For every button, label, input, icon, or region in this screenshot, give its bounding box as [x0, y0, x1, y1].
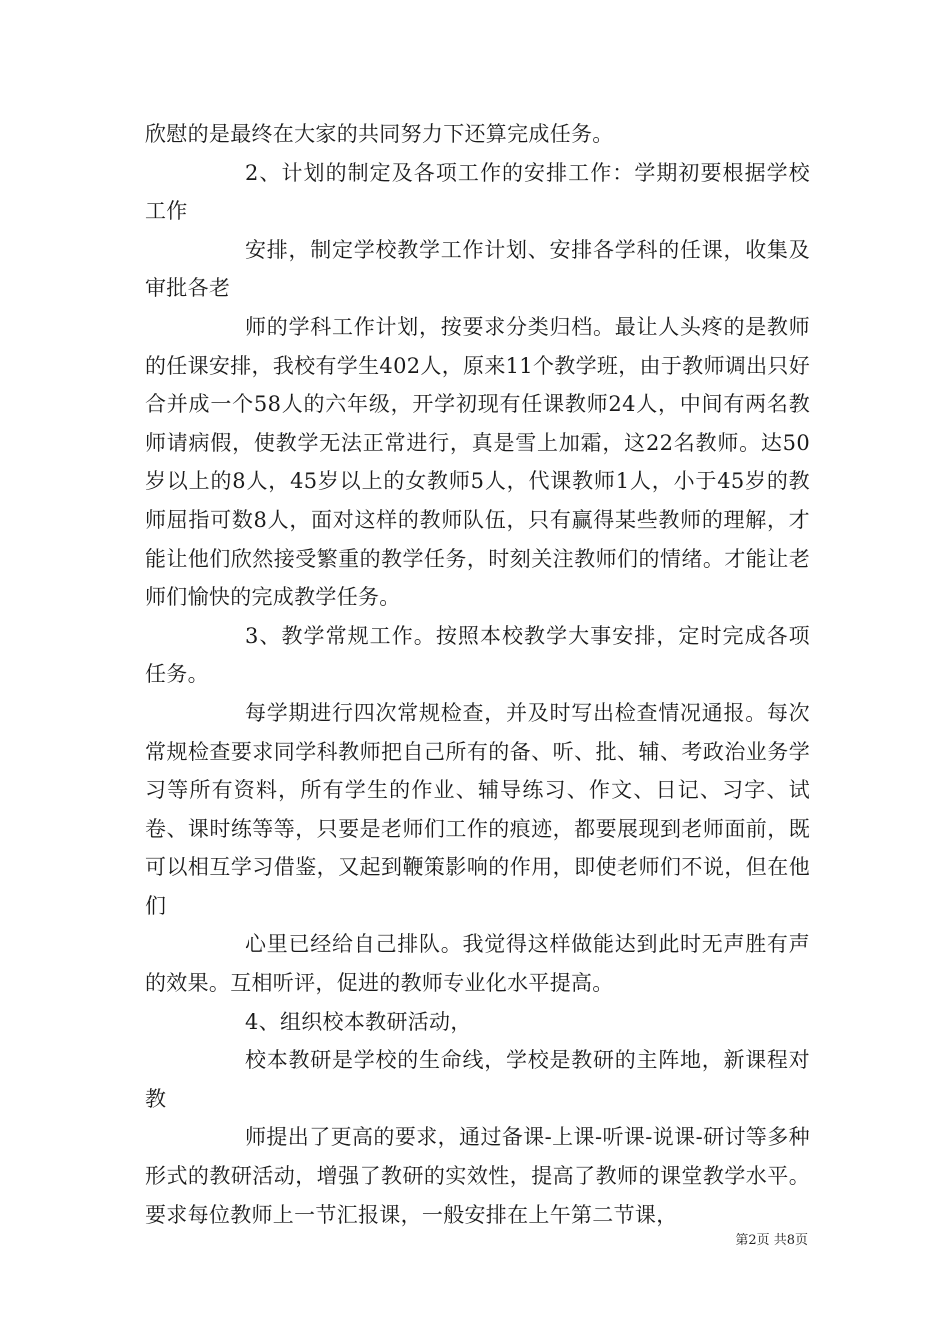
paragraph-7: 心里已经给自己排队。我觉得这样做能达到此时无声胜有声的效果。互相听评，促进的教师专业化水平提高。 [145, 932, 810, 996]
paragraph-9: 校本教研是学校的生命线，学校是教研的主阵地，新课程对教 [145, 1048, 810, 1111]
paragraph-10: 师提出了更高的要求，通过备课-上课-听课-说课-研讨等多种形式的教研活动，增强了教研的实效性，提高了教师的课堂教学水平。要求每位教师上一节汇报课，一般安排在上午第二节课， [145, 1125, 810, 1227]
document-body [145, 115, 810, 1234]
paragraph-6: 每学期进行四次常规检查，并及时写出检查情况通报。每次常规检查要求同学科教师把自己所有的备、听、批、辅、考政治业务学习等所有资料，所有学生的作业、辅导练习、作文、日记、习字、试卷、课时练等等，只要是老师们工作的痕迹，都要展现到老师面前，既可以相互学习借鉴，又起到鞭策影响的作用，即使老师们不说，但在他们 [145, 700, 810, 918]
paragraph-5: 3、教学常规工作。按照本校教学大事安排，定时完成各项任务。 [145, 623, 810, 687]
paragraph-1: 欣慰的是最终在大家的共同努力下还算完成任务。 [145, 122, 614, 146]
paragraph-3: 安排，制定学校教学工作计划、安排各学科的任课，收集及审批各老 [145, 237, 810, 301]
paragraph-2: 2、计划的制定及各项工作的安排工作：学期初要根据学校工作 [145, 160, 810, 224]
paragraph-4: 师的学科工作计划，按要求分类归档。最让人头疼的是教师的任课安排，我校有学生402人，原来11个教学班，由于教师调出只好合并成一个58人的六年级，开学初现有任课教师24人，中间有两名教师请病假，使教学无法正常进行，真是雪上加霜，这22名教师。达50岁以上的8人，45岁以上的女教师5人，代课教师1人，小于45岁的教师屈指可数8人，面对这样的教师队伍，只有赢得某些教师的理解，才能让他们欣然接受繁重的教学任务，时刻关注教师们的情绪。才能让老师们愉快的完成教学任务。 [145, 314, 810, 610]
page-number-footer: 第2页 共8页 [735, 1233, 808, 1248]
paragraph-8: 4、组织校本教研活动， [245, 1009, 472, 1034]
